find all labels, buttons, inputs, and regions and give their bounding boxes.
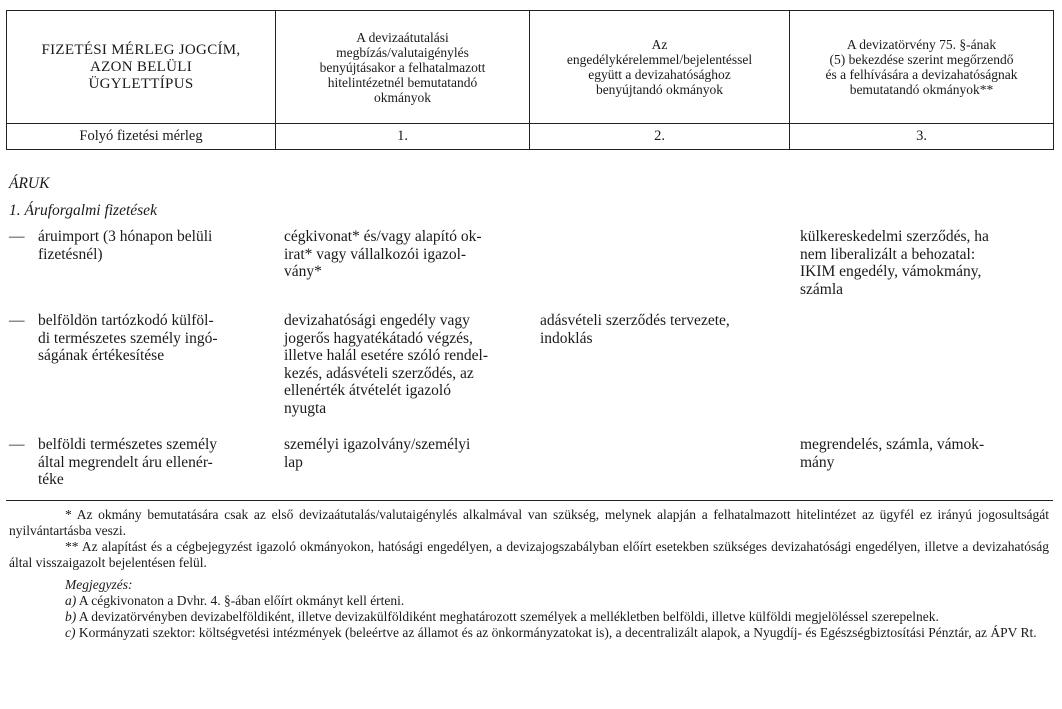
header-col-bank-documents: A devizaátutalási megbízás/valutaigénylés benyújtásakor a felhatalmazott hitelintézetnél bemutatandó okmányok — [276, 11, 530, 124]
row-dash: — — [9, 312, 25, 329]
row-category: áruimport (3 hónapon belüli fizetésnél) — [38, 228, 213, 263]
row-retained-docs: megrendelés, számla, vámok- mány — [800, 436, 985, 471]
header-col-category: FIZETÉSI MÉRLEG JOGCÍM, AZON BELÜLI ÜGYLETTÍPUS — [7, 11, 276, 124]
header-table — [6, 10, 1054, 150]
header-col-authority-documents: Az engedélykérelemmel/bejelentéssel együtt a devizahatósághoz benyújtandó okmányok — [530, 11, 790, 124]
row-bank-docs: devizahatósági engedély vagy jogerős hagyatékátadó végzés, illetve halál esetére szóló rendel- kezés, adásvételi szerződés, az ellenérték átvételét igazoló nyugta — [284, 312, 488, 417]
row-dash: — — [9, 436, 25, 453]
remark-c — [9, 625, 1049, 641]
footnote-single-star: * Az okmány bemutatására csak az első devizaátutalás/valutaigénylés alkalmával van szükség, melynek alapján a felhatalmazott hitelintézet az ügyfél ez irányú jogosultságát nyilvántartásba veszi. — [9, 507, 1049, 538]
header-row2-num1: 1. — [276, 124, 530, 150]
subsection-title: 1. Áruforgalmi fizetések — [9, 202, 157, 219]
header-row2-num2: 2. — [530, 124, 790, 150]
remark-letter: c) — [65, 625, 76, 640]
row-authority-docs: adásvételi szerződés tervezete, indoklás — [540, 312, 730, 347]
header-row2-num3: 3. — [790, 124, 1054, 150]
row-retained-docs: külkereskedelmi szerződés, ha nem liberalizált a behozatal: IKIM engedély, vámokmány, számla — [800, 228, 989, 298]
remarks-title: Megjegyzés: — [65, 577, 133, 592]
notes-block — [9, 507, 1049, 641]
footnote-double-star: ** Az alapítást és a cégbejegyzést igazoló okmányokon, hatósági engedélyen, a devizajogszabályban előírt esetekben szükséges devizahatósági engedélyen, illetve a devizahatóság által visszaigazolt bejelentésen felül. — [9, 539, 1049, 570]
header-row2-label: Folyó fizetési mérleg — [7, 124, 276, 150]
remark-text: A cégkivonaton a Dvhr. 4. §-ában előírt okmányt kell érteni. — [78, 593, 405, 608]
remark-b — [9, 609, 1049, 625]
row-category: belföldön tartózkodó külföl- di természetes személy ingó- ságának értékesítése — [38, 312, 218, 364]
remark-a — [9, 593, 1049, 609]
remark-text: A devizatörvényben devizabelföldiként, illetve devizakülföldiként meghatározott személyek a mellékletben belföldi, illetve külföldi megjelöléssel szerepelnek. — [78, 609, 939, 624]
row-bank-docs: személyi igazolvány/személyi lap — [284, 436, 471, 471]
remark-text: Kormányzati szektor: költségvetési intézmények (beleértve az államot és az önkormányzatokat is), a decentralizált alapok, a Nyugdíj- és Egészségbiztosítási Pénztár, az ÁPV Rt. — [78, 625, 1037, 640]
section-title: ÁRUK — [9, 175, 50, 192]
remark-letter: a) — [65, 593, 77, 608]
remark-letter: b) — [65, 609, 77, 624]
table-bottom-rule — [6, 500, 1053, 501]
row-bank-docs: cégkivonat* és/vagy alapító ok- irat* vagy vállalkozói igazol- vány* — [284, 228, 482, 280]
row-category: belföldi természetes személy által megrendelt áru ellenér- téke — [38, 436, 218, 488]
row-dash: — — [9, 228, 25, 245]
header-col-retained-documents: A devizatörvény 75. §-ának (5) bekezdése szerint megőrzendő és a felhívására a devizahatóságnak bemutatandó okmányok** — [790, 11, 1054, 124]
